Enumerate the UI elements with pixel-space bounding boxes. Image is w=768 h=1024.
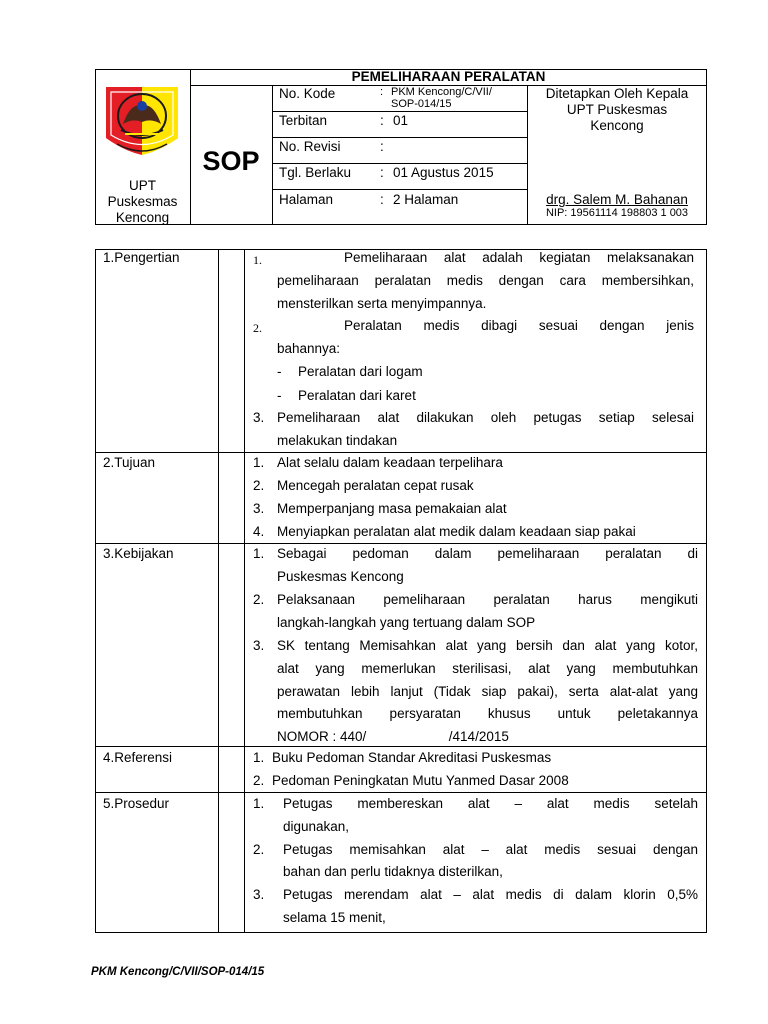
item-line: digunakan, (283, 819, 350, 834)
content-divider (244, 249, 245, 933)
approval-line: Ditetapkan Oleh Kepala (545, 86, 689, 101)
field-value-edition: 01 (393, 113, 409, 128)
sop-label: SOP (202, 146, 260, 176)
item-line: Mencegah peralatan cepat rusak (277, 478, 474, 493)
item-line: langkah-langkah yang tertuang dalam SOP (277, 615, 536, 630)
section-heading: 5.Prosedur (103, 796, 170, 811)
header-divider (272, 137, 527, 138)
item-number: 3. (253, 638, 265, 653)
field-sep: : (380, 86, 384, 98)
approval-block (527, 86, 707, 134)
item-line: Memperpanjang masa pemakaian alat (277, 501, 507, 516)
item-line: selama 15 menit, (283, 910, 386, 925)
item-line: Peralatan dari karet (298, 388, 416, 403)
item-line: Puskesmas Kencong (277, 569, 404, 584)
item-line: Menyiapkan peralatan alat medik dalam keadaan siap pakai (277, 524, 636, 539)
item-line: Pemeliharaan alat adalah kegiatan melaksanakan (344, 250, 694, 265)
section-heading: 2.Tujuan (103, 455, 156, 470)
content-divider (95, 792, 707, 793)
item-number: 3. (253, 410, 265, 425)
item-line: melakukan tindakan (277, 433, 398, 448)
header-divider (272, 189, 527, 190)
approval-line: Kencong (590, 118, 644, 133)
bullet-dash: - (277, 364, 282, 379)
field-value-pages: 2 Halaman (393, 192, 459, 207)
section-heading: 4.Referensi (103, 750, 173, 765)
item-line: SK tentang Memisahkan alat yang bersih dan alat yang kotor, (277, 638, 698, 653)
org-name-line: UPT (129, 178, 156, 193)
field-label-effective-date: Tgl. Berlaku (279, 165, 352, 180)
content-divider (95, 746, 707, 747)
field-label-edition: Terbitan (279, 113, 328, 128)
item-number: 2. (253, 321, 262, 335)
field-value-code: PKM Kencong/C/VII/ (391, 86, 492, 98)
item-number: 3. (253, 887, 265, 902)
item-line: pemeliharaan peralatan medis dengan cara membersihkan, (277, 273, 694, 288)
bullet-dash: - (277, 388, 282, 403)
item-number: 1. (253, 796, 265, 811)
content-divider (218, 249, 219, 933)
item-line: Petugas membereskan alat – alat medis setelah (283, 796, 698, 811)
item-line: bahan dan perlu tidaknya disterilkan, (283, 864, 503, 879)
item-line: Pemeliharaan alat dilakukan oleh petugas setiap selesai (277, 410, 694, 425)
item-number: 2. (253, 773, 265, 788)
item-line: Sebagai pedoman dalam pemeliharaan peralatan di (277, 546, 698, 561)
item-number: 2. (253, 842, 265, 857)
item-line: Pedoman Peningkatan Mutu Yanmed Dasar 2008 (272, 773, 569, 788)
item-line: Peralatan medis dibagi sesuai dengan jenis (344, 318, 694, 333)
header-divider (272, 163, 527, 164)
approver-name: drg. Salem M. Bahanan (546, 192, 688, 207)
item-line: perawatan lebih lanjut (Tidak siap pakai), serta alat-alat yang (277, 684, 698, 699)
approval-line: UPT Puskesmas (566, 102, 668, 117)
item-number: 2. (253, 592, 265, 607)
item-line: membutuhkan persyaratan khusus untuk peletakannya (277, 706, 698, 721)
field-value-code: SOP-014/15 (391, 98, 452, 110)
field-sep: : (380, 139, 384, 154)
header-divider (272, 85, 273, 225)
field-label-code: No. Kode (279, 86, 336, 101)
sk-number: NOMOR : 440/ /414/2015 (277, 729, 509, 744)
item-line: alat yang memerlukan sterilisasi, alat yang membutuhkan (277, 661, 698, 676)
item-line: Petugas memisahkan alat – alat medis sesuai dengan (283, 842, 698, 857)
field-value-effective-date: 01 Agustus 2015 (393, 165, 494, 180)
item-line: Petugas merendam alat – alat medis di dalam klorin 0,5% (283, 887, 698, 902)
item-line: Peralatan dari logam (298, 364, 423, 379)
item-line: Alat selalu dalam keadaan terpelihara (277, 455, 503, 470)
item-number: 2. (253, 478, 265, 493)
item-number: 4. (253, 524, 265, 539)
approver-nip: NIP: 19561114 198803 1 003 (545, 207, 689, 219)
document-title: PEMELIHARAAN PERALATAN (351, 69, 546, 84)
sop-content-table (95, 249, 707, 933)
puskesmas-logo (103, 84, 181, 164)
item-number: 1. (253, 546, 265, 561)
item-number: 1. (253, 253, 262, 267)
org-name-line: Kencong (115, 210, 170, 225)
item-number: 3. (253, 501, 265, 516)
content-divider (95, 543, 707, 544)
org-name (95, 178, 190, 226)
content-divider (95, 452, 707, 453)
section-heading: 1.Pengertian (103, 250, 180, 265)
item-number: 1. (253, 750, 265, 765)
item-number: 1. (253, 455, 265, 470)
field-sep: : (380, 113, 384, 128)
org-name-line: Puskesmas (107, 194, 178, 209)
field-sep: : (380, 192, 384, 207)
field-sep: : (380, 165, 384, 180)
page-footer: PKM Kencong/C/VII/SOP-014/15 (91, 966, 265, 978)
section-heading: 3.Kebijakan (103, 546, 174, 561)
field-label-revision: No. Revisi (279, 139, 341, 154)
item-line: Buku Pedoman Standar Akreditasi Puskesmas (272, 750, 552, 765)
header-divider (272, 111, 527, 112)
field-label-pages: Halaman (279, 192, 334, 207)
item-line: bahannya: (277, 341, 341, 356)
item-line: Pelaksanaan pemeliharaan peralatan harus mengikuti (277, 592, 698, 607)
item-line: mensterilkan serta menyimpannya. (277, 296, 487, 311)
